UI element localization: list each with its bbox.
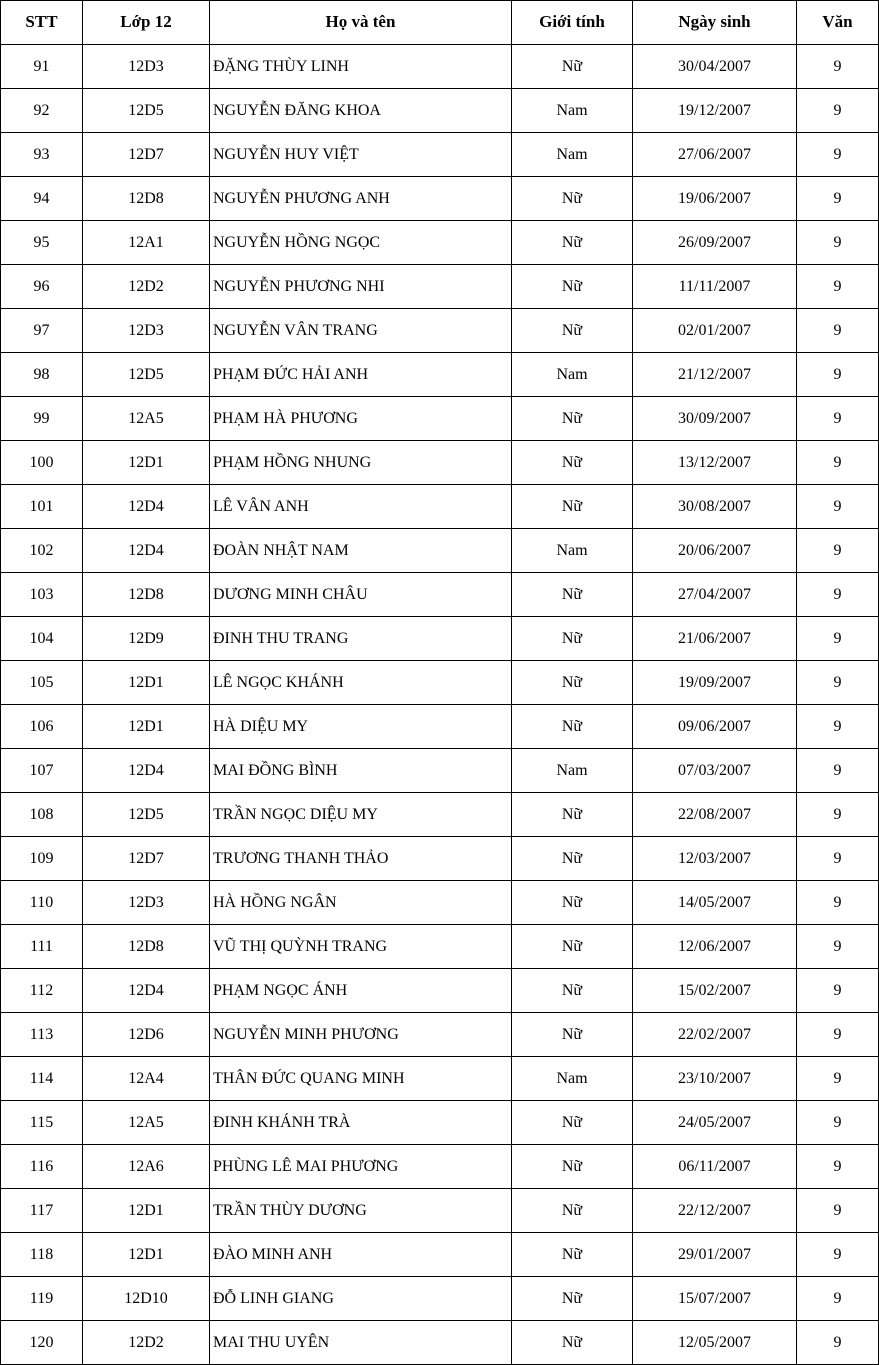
cell-gender: Nữ xyxy=(512,221,633,265)
cell-full-name: PHẠM HỒNG NHUNG xyxy=(210,441,512,485)
header-literature-score: Văn xyxy=(797,1,879,45)
cell-gender: Nữ xyxy=(512,1145,633,1189)
header-stt: STT xyxy=(1,1,83,45)
cell-gender: Nam xyxy=(512,89,633,133)
cell-date-of-birth: 15/02/2007 xyxy=(633,969,797,1013)
cell-full-name: DƯƠNG MINH CHÂU xyxy=(210,573,512,617)
cell-class: 12D4 xyxy=(83,749,210,793)
cell-date-of-birth: 30/09/2007 xyxy=(633,397,797,441)
cell-gender: Nữ xyxy=(512,793,633,837)
cell-literature-score: 9 xyxy=(797,617,879,661)
cell-date-of-birth: 06/11/2007 xyxy=(633,1145,797,1189)
cell-date-of-birth: 30/08/2007 xyxy=(633,485,797,529)
table-row xyxy=(1,1057,879,1101)
table-row xyxy=(1,749,879,793)
cell-full-name: HÀ DIỆU MY xyxy=(210,705,512,749)
cell-date-of-birth: 12/05/2007 xyxy=(633,1321,797,1365)
cell-full-name: NGUYỄN PHƯƠNG NHI xyxy=(210,265,512,309)
cell-literature-score: 9 xyxy=(797,1101,879,1145)
cell-stt: 103 xyxy=(1,573,83,617)
table-row xyxy=(1,529,879,573)
cell-class: 12A4 xyxy=(83,1057,210,1101)
table-row xyxy=(1,1013,879,1057)
header-class: Lớp 12 xyxy=(83,1,210,45)
cell-stt: 109 xyxy=(1,837,83,881)
cell-class: 12D10 xyxy=(83,1277,210,1321)
cell-full-name: MAI ĐỒNG BÌNH xyxy=(210,749,512,793)
cell-date-of-birth: 11/11/2007 xyxy=(633,265,797,309)
cell-full-name: VŨ THỊ QUỲNH TRANG xyxy=(210,925,512,969)
table-row xyxy=(1,705,879,749)
cell-literature-score: 9 xyxy=(797,1013,879,1057)
cell-date-of-birth: 12/06/2007 xyxy=(633,925,797,969)
cell-stt: 91 xyxy=(1,45,83,89)
cell-full-name: NGUYỄN VÂN TRANG xyxy=(210,309,512,353)
table-row xyxy=(1,89,879,133)
cell-gender: Nữ xyxy=(512,837,633,881)
cell-gender: Nữ xyxy=(512,1189,633,1233)
cell-date-of-birth: 15/07/2007 xyxy=(633,1277,797,1321)
cell-full-name: ĐẶNG THÙY LINH xyxy=(210,45,512,89)
cell-full-name: NGUYỄN PHƯƠNG ANH xyxy=(210,177,512,221)
cell-gender: Nữ xyxy=(512,1321,633,1365)
table-row xyxy=(1,353,879,397)
cell-full-name: TRẦN NGỌC DIỆU MY xyxy=(210,793,512,837)
cell-literature-score: 9 xyxy=(797,573,879,617)
cell-date-of-birth: 22/12/2007 xyxy=(633,1189,797,1233)
table-row xyxy=(1,617,879,661)
cell-stt: 112 xyxy=(1,969,83,1013)
cell-class: 12D4 xyxy=(83,485,210,529)
cell-class: 12D2 xyxy=(83,265,210,309)
cell-stt: 106 xyxy=(1,705,83,749)
cell-class: 12D5 xyxy=(83,353,210,397)
cell-date-of-birth: 02/01/2007 xyxy=(633,309,797,353)
cell-class: 12D3 xyxy=(83,881,210,925)
cell-stt: 97 xyxy=(1,309,83,353)
cell-literature-score: 9 xyxy=(797,1233,879,1277)
cell-stt: 107 xyxy=(1,749,83,793)
cell-stt: 110 xyxy=(1,881,83,925)
table-row xyxy=(1,925,879,969)
cell-full-name: TRẦN THÙY DƯƠNG xyxy=(210,1189,512,1233)
cell-date-of-birth: 27/06/2007 xyxy=(633,133,797,177)
cell-date-of-birth: 13/12/2007 xyxy=(633,441,797,485)
cell-literature-score: 9 xyxy=(797,265,879,309)
cell-literature-score: 9 xyxy=(797,925,879,969)
cell-literature-score: 9 xyxy=(797,661,879,705)
cell-full-name: LÊ VÂN ANH xyxy=(210,485,512,529)
cell-full-name: MAI THU UYÊN xyxy=(210,1321,512,1365)
cell-literature-score: 9 xyxy=(797,177,879,221)
cell-stt: 118 xyxy=(1,1233,83,1277)
header-date-of-birth: Ngày sinh xyxy=(633,1,797,45)
cell-date-of-birth: 30/04/2007 xyxy=(633,45,797,89)
cell-literature-score: 9 xyxy=(797,441,879,485)
cell-class: 12A6 xyxy=(83,1145,210,1189)
cell-stt: 102 xyxy=(1,529,83,573)
cell-class: 12A1 xyxy=(83,221,210,265)
cell-class: 12D4 xyxy=(83,529,210,573)
table-row xyxy=(1,133,879,177)
cell-full-name: LÊ NGỌC KHÁNH xyxy=(210,661,512,705)
cell-stt: 93 xyxy=(1,133,83,177)
cell-class: 12D9 xyxy=(83,617,210,661)
cell-literature-score: 9 xyxy=(797,881,879,925)
table-row xyxy=(1,309,879,353)
cell-literature-score: 9 xyxy=(797,1277,879,1321)
cell-date-of-birth: 09/06/2007 xyxy=(633,705,797,749)
cell-date-of-birth: 29/01/2007 xyxy=(633,1233,797,1277)
cell-gender: Nữ xyxy=(512,1013,633,1057)
cell-gender: Nam xyxy=(512,133,633,177)
cell-gender: Nữ xyxy=(512,397,633,441)
cell-gender: Nữ xyxy=(512,705,633,749)
cell-stt: 119 xyxy=(1,1277,83,1321)
cell-class: 12D3 xyxy=(83,45,210,89)
cell-class: 12D2 xyxy=(83,1321,210,1365)
cell-full-name: NGUYỄN MINH PHƯƠNG xyxy=(210,1013,512,1057)
cell-stt: 108 xyxy=(1,793,83,837)
cell-date-of-birth: 22/08/2007 xyxy=(633,793,797,837)
cell-stt: 120 xyxy=(1,1321,83,1365)
table-row xyxy=(1,969,879,1013)
cell-date-of-birth: 20/06/2007 xyxy=(633,529,797,573)
cell-full-name: ĐINH THU TRANG xyxy=(210,617,512,661)
cell-gender: Nữ xyxy=(512,441,633,485)
cell-date-of-birth: 21/12/2007 xyxy=(633,353,797,397)
header-full-name: Họ và tên xyxy=(210,1,512,45)
header-row xyxy=(1,1,879,45)
cell-class: 12D4 xyxy=(83,969,210,1013)
table-row xyxy=(1,837,879,881)
cell-stt: 115 xyxy=(1,1101,83,1145)
cell-gender: Nữ xyxy=(512,573,633,617)
cell-gender: Nam xyxy=(512,749,633,793)
cell-date-of-birth: 23/10/2007 xyxy=(633,1057,797,1101)
table-row xyxy=(1,397,879,441)
cell-class: 12D6 xyxy=(83,1013,210,1057)
table-row xyxy=(1,1321,879,1365)
table-row xyxy=(1,573,879,617)
cell-literature-score: 9 xyxy=(797,45,879,89)
cell-gender: Nữ xyxy=(512,1101,633,1145)
cell-full-name: PHẠM ĐỨC HẢI ANH xyxy=(210,353,512,397)
cell-literature-score: 9 xyxy=(797,705,879,749)
cell-full-name: NGUYỄN HỒNG NGỌC xyxy=(210,221,512,265)
cell-class: 12D8 xyxy=(83,925,210,969)
cell-date-of-birth: 12/03/2007 xyxy=(633,837,797,881)
cell-class: 12A5 xyxy=(83,397,210,441)
cell-stt: 111 xyxy=(1,925,83,969)
cell-date-of-birth: 19/06/2007 xyxy=(633,177,797,221)
cell-gender: Nữ xyxy=(512,1277,633,1321)
cell-literature-score: 9 xyxy=(797,793,879,837)
table-row xyxy=(1,881,879,925)
cell-literature-score: 9 xyxy=(797,749,879,793)
cell-stt: 95 xyxy=(1,221,83,265)
cell-gender: Nữ xyxy=(512,661,633,705)
cell-full-name: ĐỖ LINH GIANG xyxy=(210,1277,512,1321)
cell-gender: Nữ xyxy=(512,265,633,309)
cell-literature-score: 9 xyxy=(797,485,879,529)
cell-stt: 101 xyxy=(1,485,83,529)
cell-class: 12D1 xyxy=(83,705,210,749)
cell-class: 12D8 xyxy=(83,177,210,221)
table-row xyxy=(1,221,879,265)
cell-date-of-birth: 21/06/2007 xyxy=(633,617,797,661)
cell-gender: Nữ xyxy=(512,969,633,1013)
cell-date-of-birth: 19/12/2007 xyxy=(633,89,797,133)
cell-stt: 100 xyxy=(1,441,83,485)
cell-literature-score: 9 xyxy=(797,221,879,265)
table-row xyxy=(1,485,879,529)
table-row xyxy=(1,441,879,485)
cell-full-name: ĐÀO MINH ANH xyxy=(210,1233,512,1277)
cell-gender: Nữ xyxy=(512,881,633,925)
cell-literature-score: 9 xyxy=(797,1057,879,1101)
table-row xyxy=(1,1145,879,1189)
cell-date-of-birth: 22/02/2007 xyxy=(633,1013,797,1057)
cell-literature-score: 9 xyxy=(797,397,879,441)
cell-gender: Nữ xyxy=(512,925,633,969)
cell-literature-score: 9 xyxy=(797,837,879,881)
cell-stt: 113 xyxy=(1,1013,83,1057)
cell-class: 12D5 xyxy=(83,793,210,837)
cell-class: 12D7 xyxy=(83,837,210,881)
cell-class: 12D5 xyxy=(83,89,210,133)
cell-gender: Nữ xyxy=(512,45,633,89)
cell-full-name: PHÙNG LÊ MAI PHƯƠNG xyxy=(210,1145,512,1189)
table-row xyxy=(1,177,879,221)
cell-gender: Nam xyxy=(512,353,633,397)
cell-stt: 96 xyxy=(1,265,83,309)
table-row xyxy=(1,1189,879,1233)
cell-literature-score: 9 xyxy=(797,1189,879,1233)
table-row xyxy=(1,1101,879,1145)
cell-literature-score: 9 xyxy=(797,969,879,1013)
cell-class: 12D7 xyxy=(83,133,210,177)
cell-gender: Nữ xyxy=(512,177,633,221)
cell-full-name: THÂN ĐỨC QUANG MINH xyxy=(210,1057,512,1101)
cell-literature-score: 9 xyxy=(797,133,879,177)
cell-gender: Nữ xyxy=(512,617,633,661)
cell-class: 12D1 xyxy=(83,1189,210,1233)
cell-date-of-birth: 24/05/2007 xyxy=(633,1101,797,1145)
cell-class: 12D1 xyxy=(83,441,210,485)
cell-full-name: ĐOÀN NHẬT NAM xyxy=(210,529,512,573)
table-row xyxy=(1,793,879,837)
cell-literature-score: 9 xyxy=(797,529,879,573)
cell-full-name: HÀ HỒNG NGÂN xyxy=(210,881,512,925)
table-row xyxy=(1,1277,879,1321)
cell-literature-score: 9 xyxy=(797,309,879,353)
cell-class: 12D1 xyxy=(83,1233,210,1277)
cell-literature-score: 9 xyxy=(797,89,879,133)
cell-full-name: PHẠM HÀ PHƯƠNG xyxy=(210,397,512,441)
cell-date-of-birth: 07/03/2007 xyxy=(633,749,797,793)
cell-class: 12D3 xyxy=(83,309,210,353)
cell-date-of-birth: 14/05/2007 xyxy=(633,881,797,925)
cell-date-of-birth: 27/04/2007 xyxy=(633,573,797,617)
table-row xyxy=(1,265,879,309)
cell-stt: 114 xyxy=(1,1057,83,1101)
cell-full-name: PHẠM NGỌC ÁNH xyxy=(210,969,512,1013)
cell-literature-score: 9 xyxy=(797,1145,879,1189)
cell-gender: Nữ xyxy=(512,1233,633,1277)
cell-literature-score: 9 xyxy=(797,1321,879,1365)
cell-full-name: NGUYỄN HUY VIỆT xyxy=(210,133,512,177)
cell-date-of-birth: 19/09/2007 xyxy=(633,661,797,705)
cell-gender: Nam xyxy=(512,1057,633,1101)
cell-class: 12D1 xyxy=(83,661,210,705)
cell-stt: 94 xyxy=(1,177,83,221)
cell-gender: Nam xyxy=(512,529,633,573)
table-row xyxy=(1,1233,879,1277)
table-row xyxy=(1,45,879,89)
cell-stt: 117 xyxy=(1,1189,83,1233)
table-row xyxy=(1,661,879,705)
table-body xyxy=(1,45,879,1365)
cell-stt: 116 xyxy=(1,1145,83,1189)
cell-class: 12D8 xyxy=(83,573,210,617)
cell-literature-score: 9 xyxy=(797,353,879,397)
cell-gender: Nữ xyxy=(512,309,633,353)
cell-stt: 105 xyxy=(1,661,83,705)
cell-class: 12A5 xyxy=(83,1101,210,1145)
cell-stt: 92 xyxy=(1,89,83,133)
cell-full-name: TRƯƠNG THANH THẢO xyxy=(210,837,512,881)
cell-full-name: ĐINH KHÁNH TRÀ xyxy=(210,1101,512,1145)
cell-stt: 98 xyxy=(1,353,83,397)
cell-date-of-birth: 26/09/2007 xyxy=(633,221,797,265)
table-header xyxy=(1,1,879,45)
cell-stt: 104 xyxy=(1,617,83,661)
cell-stt: 99 xyxy=(1,397,83,441)
cell-full-name: NGUYỄN ĐĂNG KHOA xyxy=(210,89,512,133)
cell-gender: Nữ xyxy=(512,485,633,529)
header-gender: Giới tính xyxy=(512,1,633,45)
